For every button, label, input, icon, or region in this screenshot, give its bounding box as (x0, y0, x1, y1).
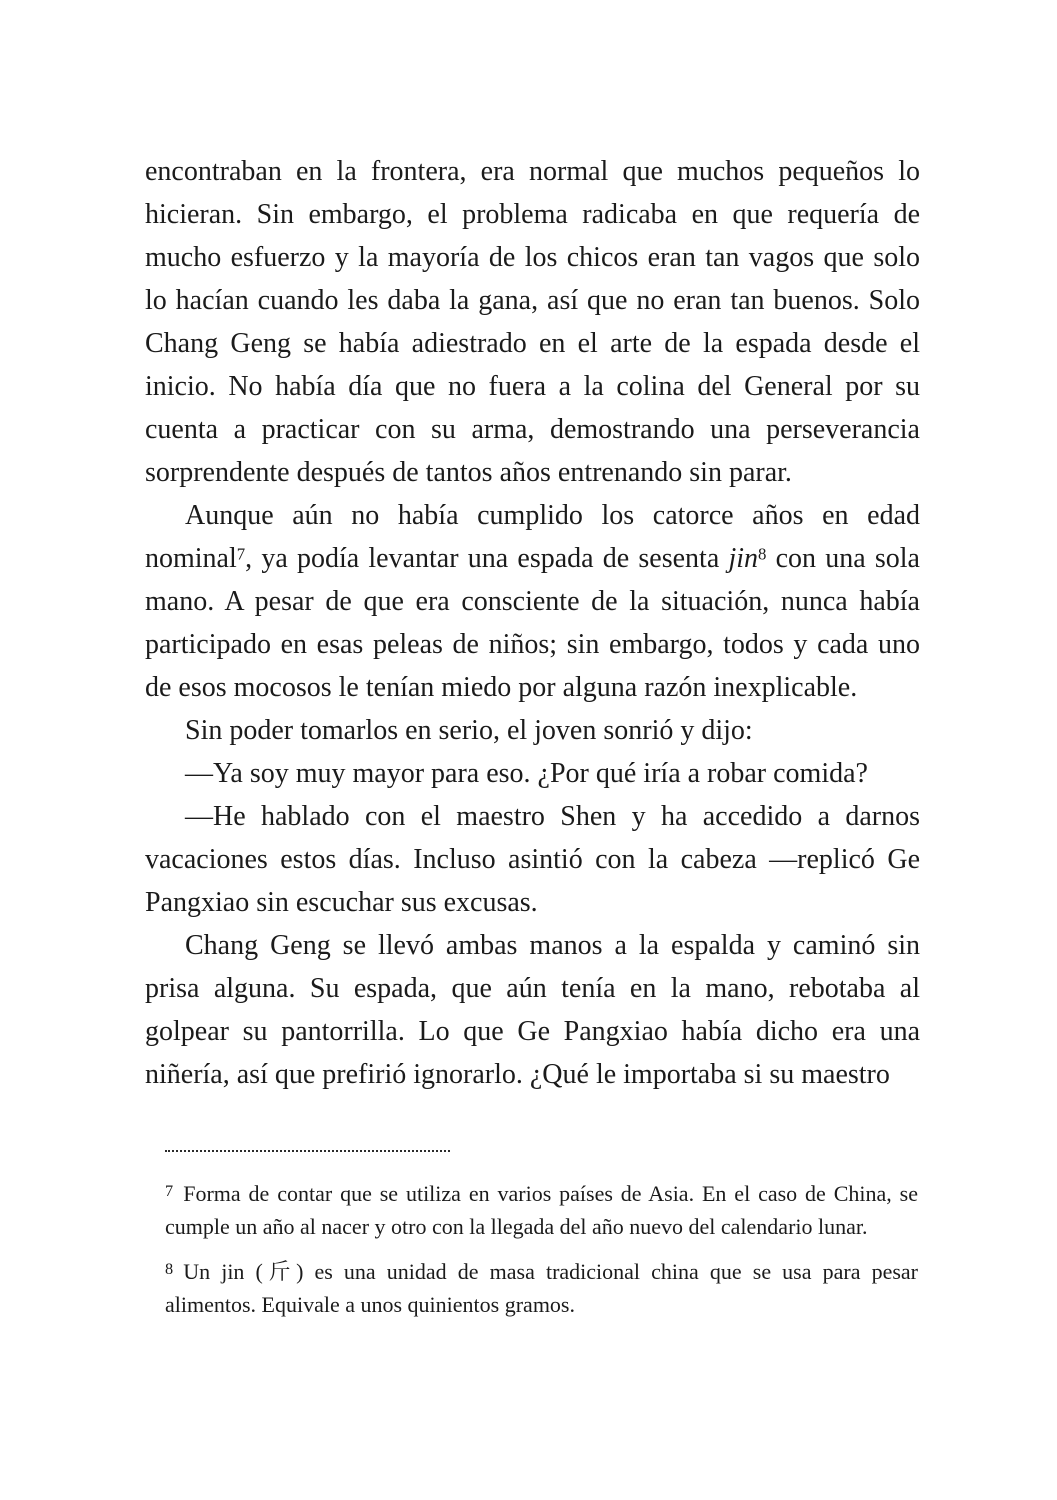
paragraph (145, 150, 920, 494)
text-run: —Ya soy muy mayor para eso. ¿Por qué iría a robar comida? (185, 758, 868, 789)
paragraph (145, 795, 920, 924)
paragraph (145, 709, 920, 752)
paragraph (145, 752, 920, 795)
footnote-number: 8 (165, 1259, 174, 1279)
paragraph (145, 924, 920, 1096)
text-run: encontraban en la frontera, era normal que muchos pequeños lo hicieran. Sin embargo, el problema radicaba en que requería de mucho esfuerzo y la mayoría de los chicos eran tan vagos que solo lo hacían cuando les daba la gana, así que no eran tan buenos. Solo Chang Geng se había adiestrado en el arte de la espada desde el inicio. No había día que no fuera a la colina del General por su cuenta a practicar con su arma, demostrando una perseverancia sorprendente después de tantos años entrenando sin parar. (145, 156, 920, 488)
text-run: , ya podía levantar una espada de sesenta (245, 543, 729, 574)
footnote-text: Forma de contar que se utiliza en varios países de Asia. En el caso de China, se cumple un año al nacer y otro con la llegada del año nuevo del calendario lunar. (165, 1181, 918, 1240)
footnote-number: 7 (165, 1181, 174, 1200)
text-run: —He hablado con el maestro Shen y ha accedido a darnos vacaciones estos días. Incluso asintió con la cabeza —replicó Ge Pangxiao sin escuchar sus excusas. (145, 801, 920, 918)
footnote (165, 1252, 918, 1321)
footnote-reference: 8 (758, 544, 767, 564)
paragraph (145, 494, 920, 709)
footnote-text: Un jin (斤) es una unidad de masa tradicional china que se usa para pesar alimentos. Equivale a unos quinientos gramos. (165, 1259, 918, 1318)
footnote-list (165, 1174, 918, 1321)
italic-term: jin (728, 543, 759, 574)
footnote (165, 1174, 918, 1243)
text-run: Sin poder tomarlos en serio, el joven sonrió y dijo: (185, 715, 753, 746)
text-run: Chang Geng se llevó ambas manos a la espalda y caminó sin prisa alguna. Su espada, que aún tenía en la mano, rebotaba al golpear su pantorrilla. Lo que Ge Pangxiao había dicho era una niñería, así que prefirió ignorarlo. ¿Qué le importaba si su maestro (145, 930, 920, 1090)
footnote-section (165, 1150, 918, 1330)
body-text (145, 150, 920, 1096)
footnote-reference: 7 (236, 544, 246, 564)
text-run: con una sola mano. A pesar de que era consciente de la situación, nunca había participado en esas peleas de niños; sin embargo, todos y cada uno de esos mocosos le tenían miedo por alguna razón inexplicable. (145, 543, 920, 703)
text-run: Aunque aún no había cumplido los catorce años en edad nominal (145, 500, 920, 574)
footnote-separator (165, 1150, 450, 1152)
